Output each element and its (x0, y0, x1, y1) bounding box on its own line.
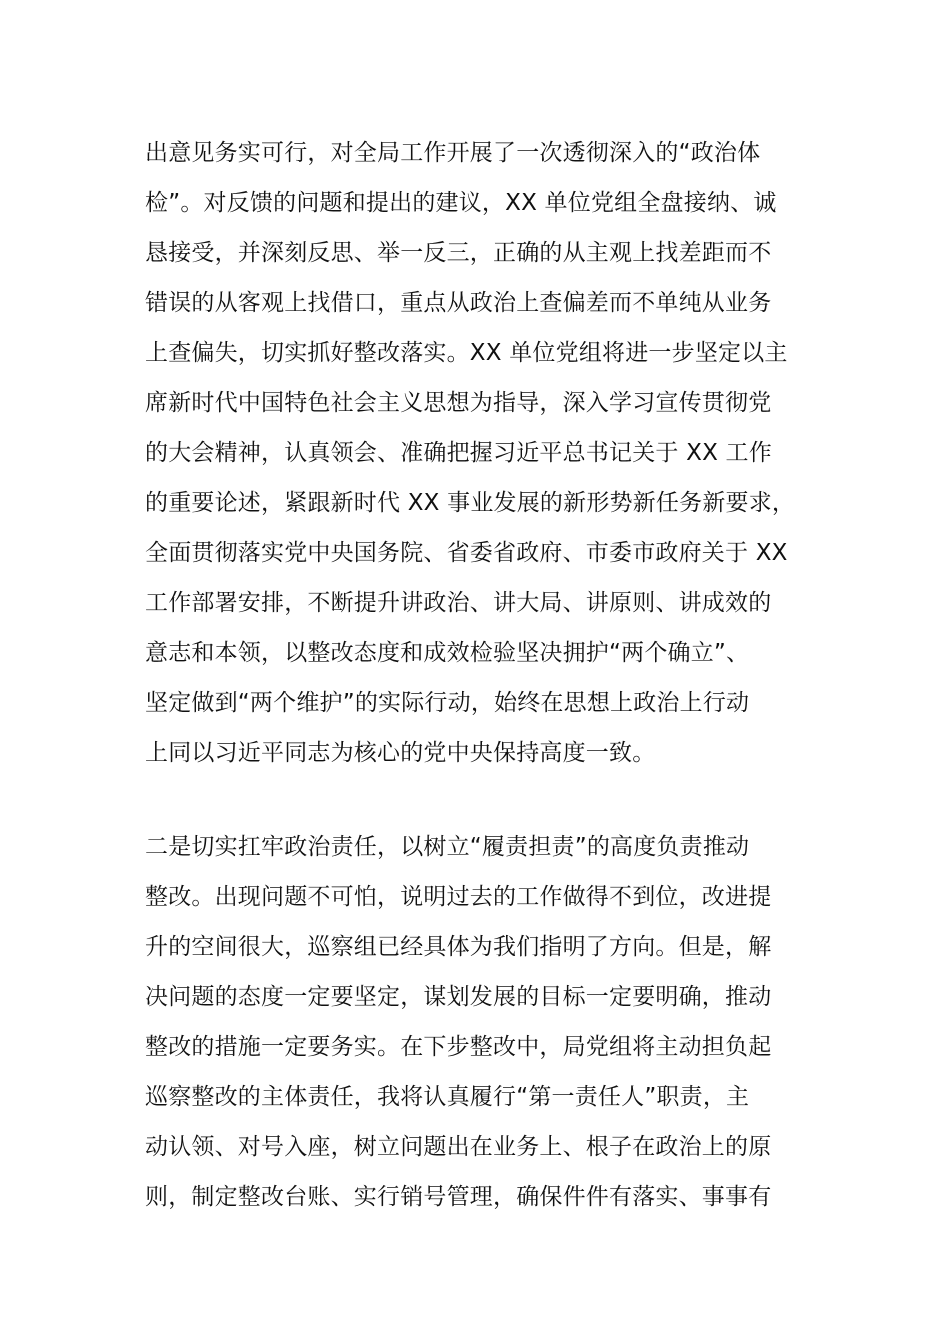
text-line: 整改的措施一定要务实。在下步整改中，局党组将主动担负起 (145, 1034, 772, 1060)
text-line: 席新时代中国特色社会主义思想为指导，深入学习宣传贯彻党 (145, 390, 772, 416)
text-line: 则，制定整改台账、实行销号管理，确保件件有落实、事事有 (145, 1184, 772, 1210)
text-line: 二是切实扛牢政治责任，以树立“履责担责”的高度负责推动 (145, 834, 750, 860)
text-line: 动认领、对号入座，树立问题出在业务上、根子在政治上的原 (145, 1134, 772, 1160)
text-line: 上同以习近平同志为核心的党中央保持高度一致。 (145, 740, 656, 766)
text-line: 的重要论述，紧跟新时代 XX 事业发展的新形势新任务新要求， (145, 490, 796, 516)
text-line: 错误的从客观上找借口，重点从政治上查偏差而不单纯从业务 (145, 290, 772, 316)
text-line: 整改。出现问题不可怕，说明过去的工作做得不到位，改进提 (145, 884, 772, 910)
text-line: 巡察整改的主体责任，我将认真履行“第一责任人”职责，主 (145, 1084, 750, 1110)
text-line: 工作部署安排，不断提升讲政治、讲大局、讲原则、讲成效的 (145, 590, 772, 616)
text-line: 意志和本领，以整改态度和成效检验坚决拥护“两个确立”、 (145, 640, 750, 666)
text-line: 决问题的态度一定要坚定，谋划发展的目标一定要明确，推动 (145, 984, 772, 1010)
text-line: 升的空间很大，巡察组已经具体为我们指明了方向。但是，解 (145, 934, 772, 960)
text-line: 的大会精神，认真领会、准确把握习近平总书记关于 XX 工作 (145, 440, 772, 466)
text-line: 恳接受，并深刻反思、举一反三，正确的从主观上找差距而不 (145, 240, 772, 266)
text-line: 检”。对反馈的问题和提出的建议，XX 单位党组全盘接纳、诚 (145, 190, 777, 216)
text-line: 出意见务实可行，对全局工作开展了一次透彻深入的“政治体 (145, 140, 761, 166)
text-line: 上查偏失，切实抓好整改落实。XX 单位党组将进一步坚定以主 (145, 340, 788, 366)
text-line: 全面贯彻落实党中央国务院、省委省政府、市委市政府关于 XX (145, 540, 788, 566)
text-line: 坚定做到“两个维护”的实际行动，始终在思想上政治上行动 (145, 690, 750, 716)
